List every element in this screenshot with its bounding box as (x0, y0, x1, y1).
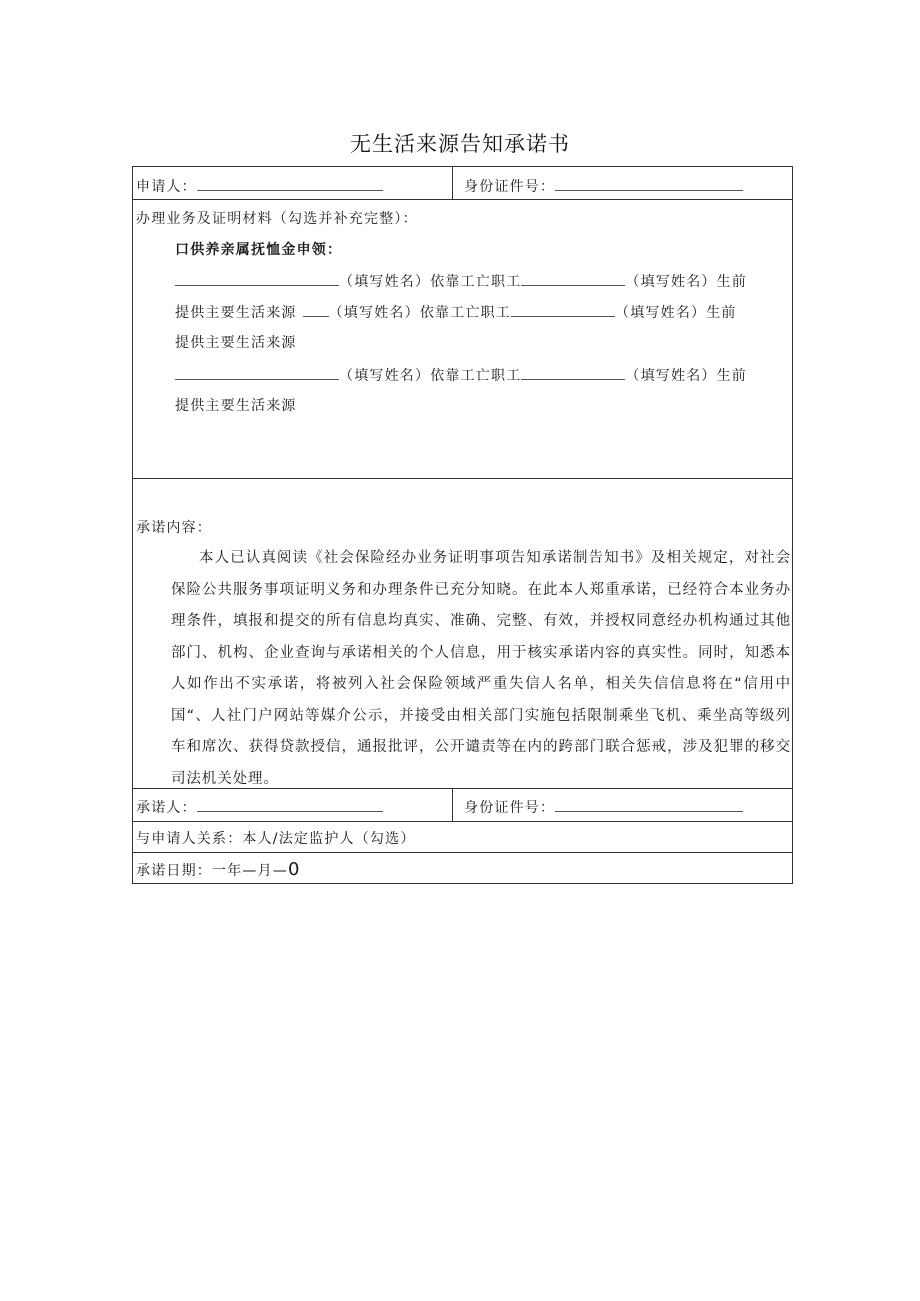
dependent-name-field[interactable] (175, 365, 339, 380)
promisor-id-row (464, 797, 743, 818)
dependent-name-field[interactable] (175, 271, 339, 286)
applicant-id-field[interactable] (555, 176, 743, 191)
commitment-date-label: 承诺日期：一年—月— (136, 863, 288, 879)
dependent-line-2: 提供主要生活来源 （填写姓名）依靠工亡职工 （填写姓名）生前 (175, 302, 737, 323)
deceased-worker-name-field[interactable] (511, 302, 615, 317)
dependent-name-field[interactable] (303, 302, 329, 317)
business-heading: 办理业务及证明材料（勾选并补充完整）： (136, 211, 418, 227)
applicant-row (136, 176, 383, 197)
applicant-id-row (464, 176, 743, 197)
dependent-line-3: 提供主要生活来源 (175, 335, 297, 351)
promisor-id-label: 身份证件号： (464, 800, 556, 816)
row-divider (133, 852, 792, 853)
commitment-form (132, 166, 793, 884)
dependent-line-1: （填写姓名）依靠工亡职工 （填写姓名）生前 (175, 271, 747, 292)
applicant-name-field[interactable] (197, 176, 383, 191)
row-divider (133, 821, 792, 822)
relation-to-applicant[interactable]: 与申请人关系：本人/法定监护人（勾选） (136, 831, 416, 847)
dependent-pension-option[interactable]: 口供养亲属抚恤金申领： (175, 242, 343, 258)
document-title: 无生活来源告知承诺书 (350, 132, 570, 156)
row-divider (133, 478, 792, 479)
deceased-worker-name-field[interactable] (521, 365, 625, 380)
applicant-id-label: 身份证件号： (464, 179, 556, 195)
column-divider (452, 167, 453, 199)
promisor-label: 承诺人： (136, 800, 197, 816)
commitment-body: 本人已认真阅读《社会保险经办业务证明事项告知承诺制告知书》及相关规定，对社会保险公共服务事项证明义务和办理条件已充分知晓。在此本人郑重承诺，已经符合本业务办理条件，填报和提交的所有信息均真实、准确、完整、有效，并授权同意经办机构通过其他部门、机构、企业查询与承诺相关的个人信息，用于核实承诺内容的真实性。同时，知悉本人如作出不实承诺，将被列入社会保险领域严重失信人名单，相关失信信息将在“信用中国“、人社门户网站等媒介公示，并接受由相关部门实施包括限制乘坐飞机、乘坐高等级列车和席次、获得贷款授信，通报批评，公开谴责等在内的跨部门联合惩戒，涉及犯罪的移交司法机关处理。 (171, 550, 791, 787)
dependent-line-4: （填写姓名）依靠工亡职工 （填写姓名）生前 (175, 365, 747, 386)
dependent-line-5: 提供主要生活来源 (175, 398, 297, 414)
commitment-heading: 承诺内容： (136, 520, 212, 536)
applicant-label: 申请人： (136, 179, 197, 195)
promisor-name-field[interactable] (197, 797, 383, 812)
commitment-date-row[interactable] (136, 860, 301, 881)
promisor-id-field[interactable] (555, 797, 743, 812)
promisor-row (136, 797, 383, 818)
deceased-worker-name-field[interactable] (521, 271, 625, 286)
row-divider (133, 199, 792, 200)
commitment-date-day: 0 (288, 859, 301, 880)
